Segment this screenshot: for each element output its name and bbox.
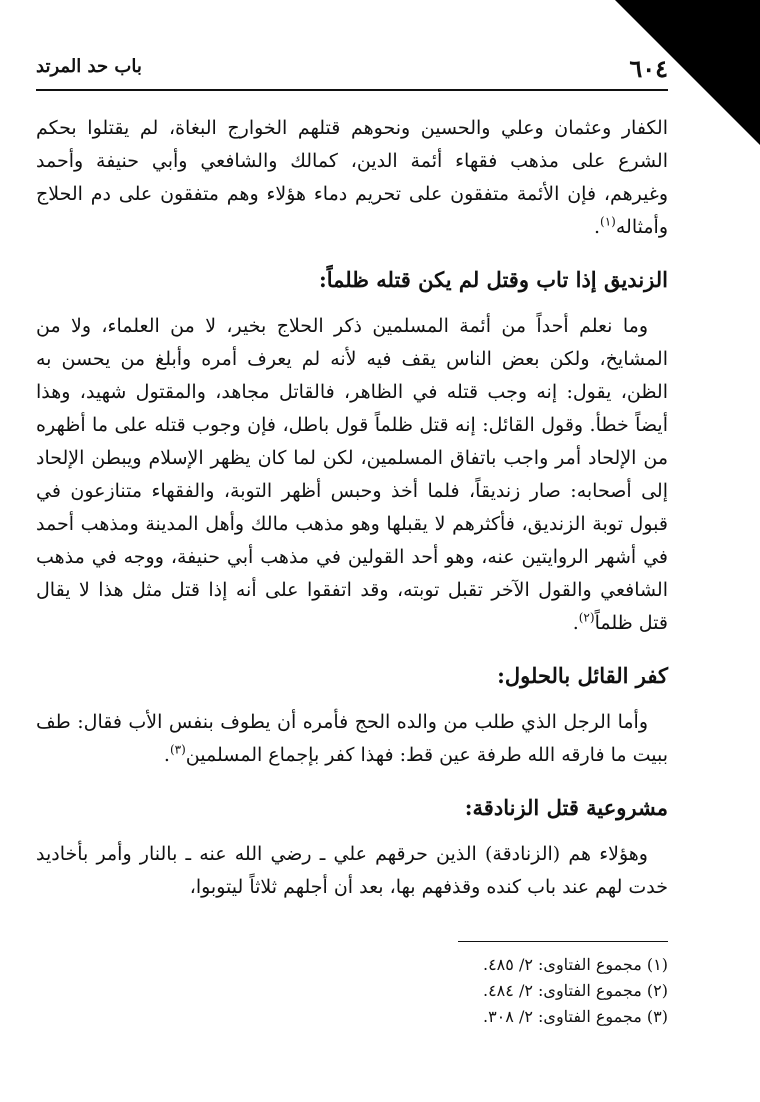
paragraph-1: الكفار وعثمان وعلي والحسين ونحوهم قتلهم الخوارج البغاة، لم يقتلوا بحكم الشرع على مذهب فقهاء أئمة الدين، كمالك والشافعي وأبي حنيفة وأحمد وغيرهم، فإن الأئمة متفقون على تحريم دماء هؤلاء وهم متفقون على دم الحلاج وأمثاله$^{(١)}$.: [36, 117, 668, 238]
footnotes: [36, 952, 668, 1030]
footnote-3: (٣) مجموع الفتاوى: ٢/ ٣٠٨.: [482, 1007, 668, 1026]
page-header: [36, 50, 668, 90]
page-body: [36, 112, 668, 904]
running-title: باب حد المرتد: [36, 56, 142, 77]
paragraph-3: وأما الرجل الذي طلب من والده الحج فأمره أن يطوف بنفس الأب فقال: طف ببيت ما فارقه الله طرفة عين قط: فهذا كفر بإجماع المسلمين$^{(٣)}$.: [36, 711, 668, 766]
footnote-ref-3: (٣): [169, 742, 186, 757]
page-number: ٦٠٤: [629, 54, 668, 83]
heading-zindiq-repentance: الزنديق إذا تاب وقتل لم يكن قتله ظلماً:: [318, 267, 668, 292]
header-rule: [36, 89, 668, 91]
footnote-separator: [458, 941, 668, 942]
footnote-ref-1: (١): [600, 214, 616, 229]
footnote-1: (١) مجموع الفتاوى: ٢/ ٤٨٥.: [482, 955, 668, 974]
paragraph-2: وما نعلم أحداً من أئمة المسلمين ذكر الحلاج بخير، لا من العلماء، ولا من المشايخ، ولكن بعض الناس يقف فيه لأنه لم يعرف أمره وأبلغ من يحسن به الظن، يقول: إنه وجب قتله في الظاهر، فالقاتل مجاهد، والمقتول شهيد، وهذا أيضاً خطأ. وقول القائل: إنه قتل ظلماً قول باطل، فإن وجوب قتله على ما أظهره من الإلحاد أمر واجب باتفاق المسلمين، لكن لما كان يظهر الإسلام ويبطن الإلحاد إلى أصحابه: صار زنديقاً، فلما أخذ وحبس أظهر التوبة، والفقهاء متنازعون في قبول توبة الزنديق، فأكثرهم لا يقبلها وهو مذهب مالك وأهل المدينة ومذهب أحمد في أشهر الروايتين عنه، وهو أحد القولين في مذهب أبي حنيفة، ووجه في مذهب الشافعي والقول الآخر تقبل توبته، وقد اتفقوا على أنه إذا قتل مثل هذا لا يقال قتل ظلماً$^{(٢)}$.: [36, 315, 668, 634]
footnote-2: (٢) مجموع الفتاوى: ٢/ ٤٨٤.: [482, 981, 668, 1000]
paragraph-4: وهؤلاء هم (الزنادقة) الذين حرقهم علي ـ رضي الله عنه ـ بالنار وأمر بأخاديد خدت لهم عند باب كنده وقذفهم بها، بعد أن أجلهم ثلاثاً ليتوبوا،: [36, 843, 668, 898]
heading-zanadiqa-killing: مشروعية قتل الزنادقة:: [464, 795, 668, 820]
footnote-ref-2: (٢): [578, 610, 595, 625]
heading-hulul: كفر القائل بالحلول:: [497, 663, 668, 688]
